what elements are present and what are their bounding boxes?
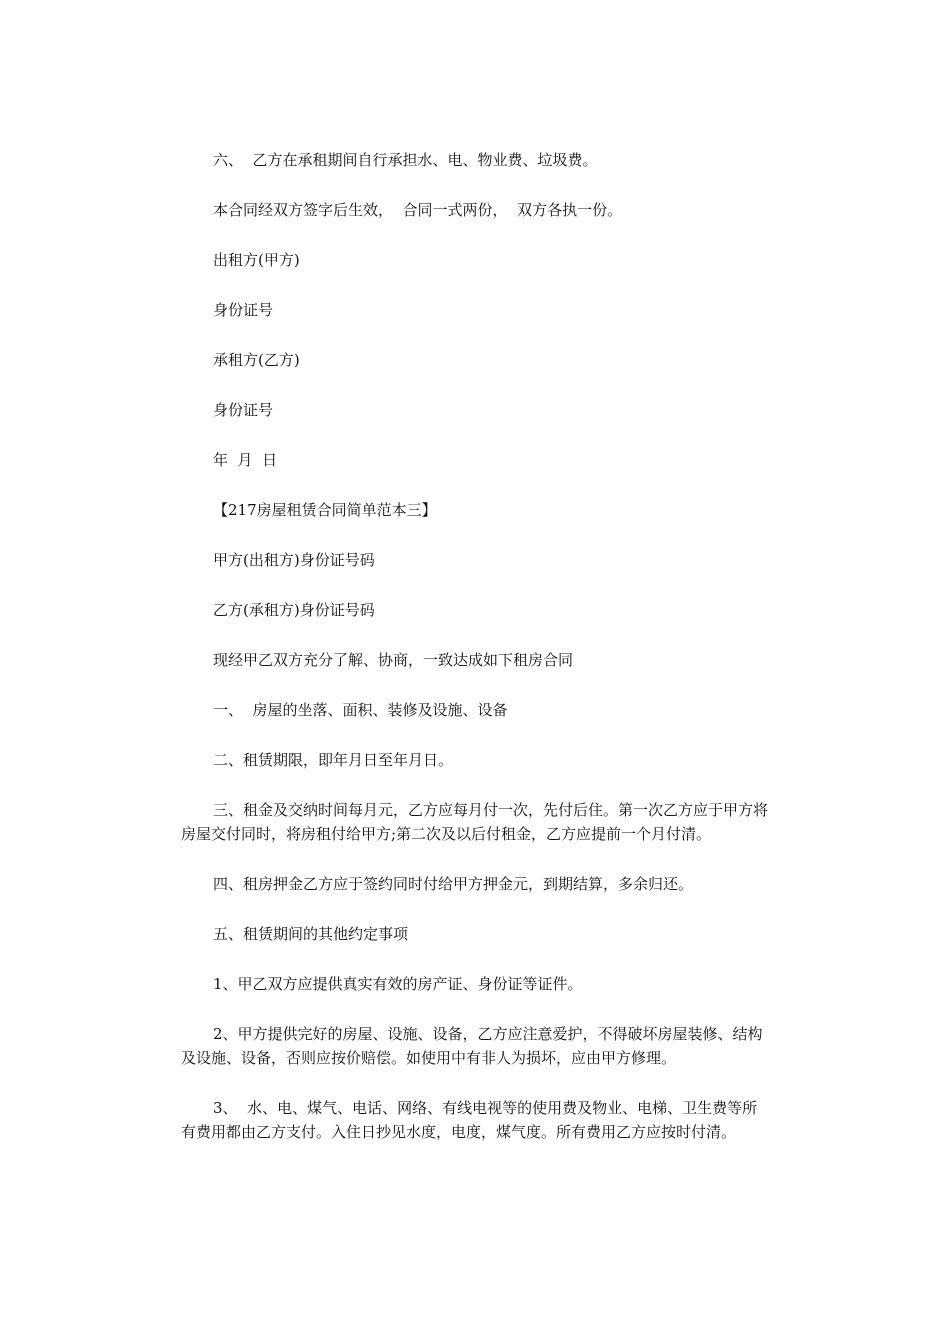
- sub-clause-3: 3、 水、电、煤气、电话、网络、有线电视等的使用费及物业、电梯、卫生费等所有费用都由乙方支付。入住日抄见水度，电度，煤气度。所有费用乙方应按时付清。: [181, 1099, 758, 1141]
- document-body: [181, 148, 771, 1170]
- lessee-label: 承租方(乙方): [213, 351, 300, 369]
- date-line: 年 月 日: [213, 451, 278, 469]
- clause-six: 六、 乙方在承租期间自行承担水、电、物业费、垃圾费。: [213, 151, 598, 169]
- effective-clause: 本合同经双方签字后生效， 合同一式两份， 双方各执一份。: [213, 201, 623, 219]
- clause-two: 二、租赁期限，即年月日至年月日。: [213, 751, 454, 769]
- lessor-id-label: 身份证号: [213, 301, 274, 319]
- clause-one: 一、 房屋的坐落、面积、装修及设施、设备: [213, 701, 508, 719]
- sub-clause-2: 2、甲方提供完好的房屋、设施、设备，乙方应注意爱护，不得破坏房屋装修、结构及设施、设备，否则应按价赔偿。如使用中有非人为损坏，应由甲方修理。: [181, 1025, 763, 1067]
- clause-four: 四、租房押金乙方应于签约同时付给甲方押金元，到期结算，多余归还。: [213, 875, 694, 893]
- party-a-id: 甲方(出租方)身份证号码: [213, 551, 375, 569]
- section-heading: 【217房屋租赁合同简单范本三】: [213, 501, 437, 519]
- party-b-id: 乙方(承租方)身份证号码: [213, 601, 375, 619]
- lessor-label: 出租方(甲方): [213, 251, 300, 269]
- sub-clause-1: 1、甲乙双方应提供真实有效的房产证、身份证等证件。: [213, 975, 583, 993]
- clause-three: 三、租金及交纳时间每月元，乙方应每月付一次，先付后住。第一次乙方应于甲方将房屋交付同时，将房租付给甲方;第二次及以后付租金，乙方应提前一个月付清。: [181, 801, 769, 843]
- lessee-id-label: 身份证号: [213, 401, 274, 419]
- clause-five: 五、租赁期间的其他约定事项: [213, 925, 409, 943]
- preamble: 现经甲乙双方充分了解、协商，一致达成如下租房合同: [213, 651, 574, 669]
